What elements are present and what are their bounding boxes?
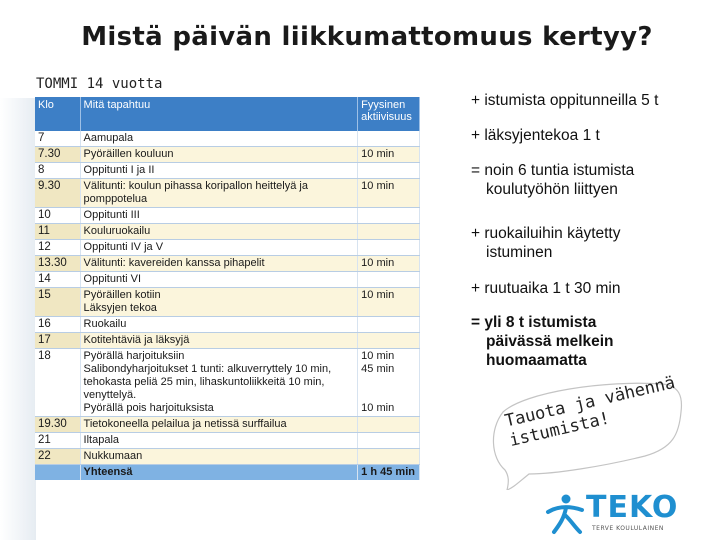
- time-cell: 18: [35, 349, 80, 417]
- table-row: [35, 179, 420, 208]
- activity-cell: Välitunti: kavereiden kanssa pihapelit: [80, 256, 358, 272]
- time-cell: 8: [35, 163, 80, 179]
- total-value: 1 h 45 min: [358, 465, 420, 481]
- logo-tagline: TERVE KOULULAINEN: [592, 525, 664, 532]
- left-decoration: [0, 98, 36, 540]
- activity-cell: Ruokailu: [80, 317, 358, 333]
- time-cell: 17: [35, 333, 80, 349]
- activity-cell: Oppitunti VI: [80, 272, 358, 288]
- duration-cell: [358, 224, 420, 240]
- bullet-item: [471, 313, 716, 370]
- runner-icon: [544, 492, 588, 536]
- duration-cell: [358, 449, 420, 465]
- duration-cell: [358, 317, 420, 333]
- activity-cell: Välitunti: koulun pihassa koripallon heittelyä ja pomppotelua: [80, 179, 358, 208]
- duration-cell: 10 min: [358, 179, 420, 208]
- bullet-continuation: koulutyöhön liittyen: [486, 181, 618, 198]
- speech-bubble: [485, 372, 690, 488]
- activity-cell: Oppitunti III: [80, 208, 358, 224]
- time-cell: 16: [35, 317, 80, 333]
- table-row: [35, 163, 420, 179]
- activity-cell: Tietokoneella pelailua ja netissä surffailua: [80, 417, 358, 433]
- duration-cell: 10 min 45 min 10 min: [358, 349, 420, 417]
- time-cell: 14: [35, 272, 80, 288]
- table-row: [35, 208, 420, 224]
- activity-cell: Kouluruokailu: [80, 224, 358, 240]
- duration-cell: [358, 163, 420, 179]
- table-row: [35, 224, 420, 240]
- activity-cell: Pyöräillen kouluun: [80, 147, 358, 163]
- table-total-row: [35, 465, 420, 481]
- duration-cell: [358, 417, 420, 433]
- table-row: [35, 288, 420, 317]
- logo-wordmark: TEKO: [586, 490, 679, 525]
- total-label: Yhteensä: [80, 465, 358, 481]
- duration-cell: [358, 333, 420, 349]
- table-body: [35, 131, 420, 480]
- bullet-first-line: = noin 6 tuntia istumista: [471, 162, 635, 179]
- bullet-item: [471, 161, 716, 199]
- time-cell: 7: [35, 131, 80, 147]
- subtitle: TOMMI 14 vuotta: [36, 76, 163, 92]
- duration-cell: 10 min: [358, 147, 420, 163]
- bullet-continuation: päivässä melkein huomaamatta: [486, 333, 614, 369]
- table-row: [35, 240, 420, 256]
- table-row: [35, 272, 420, 288]
- time-cell: 12: [35, 240, 80, 256]
- time-cell: 19.30: [35, 417, 80, 433]
- bullet-item: [471, 279, 716, 298]
- header-what: Mitä tapahtuu: [80, 97, 358, 131]
- duration-cell: 10 min: [358, 288, 420, 317]
- activity-cell: Oppitunti I ja II: [80, 163, 358, 179]
- bullet-first-line: + istumista oppitunneilla 5 t: [471, 92, 659, 109]
- duration-cell: 10 min: [358, 256, 420, 272]
- duration-cell: [358, 208, 420, 224]
- bullet-item: [471, 91, 716, 110]
- teko-logo: [544, 490, 694, 538]
- duration-cell: [358, 433, 420, 449]
- bubble-text: Tauota ja vähennä istumista!: [503, 372, 678, 451]
- activity-cell: Kotitehtäviä ja läksyjä: [80, 333, 358, 349]
- bullet-item: [471, 224, 716, 262]
- schedule-table: [35, 97, 420, 480]
- activity-cell: Aamupala: [80, 131, 358, 147]
- header-klo: Klo: [35, 97, 80, 131]
- duration-cell: [358, 272, 420, 288]
- bullet-item: [471, 126, 716, 145]
- time-cell: 21: [35, 433, 80, 449]
- time-cell: 10: [35, 208, 80, 224]
- table-row: [35, 333, 420, 349]
- slide-title: Mistä päivän liikkumattomuus kertyy?: [81, 22, 653, 52]
- table-row: [35, 449, 420, 465]
- activity-cell: Pyöräillen kotiin Läksyjen tekoa: [80, 288, 358, 317]
- table-row: [35, 256, 420, 272]
- time-cell: 9.30: [35, 179, 80, 208]
- activity-cell: Iltapala: [80, 433, 358, 449]
- bullet-first-line: + ruutuaika 1 t 30 min: [471, 280, 621, 297]
- table-row: [35, 317, 420, 333]
- duration-cell: [358, 240, 420, 256]
- bullet-continuation: istuminen: [486, 244, 553, 261]
- duration-cell: [358, 131, 420, 147]
- time-cell: 15: [35, 288, 80, 317]
- header-activity: Fyysinen aktiivisuus: [358, 97, 420, 131]
- bullet-first-line: = yli 8 t istumista: [471, 314, 597, 331]
- activity-cell: Nukkumaan: [80, 449, 358, 465]
- time-cell: 13.30: [35, 256, 80, 272]
- table-header-row: [35, 97, 420, 131]
- total-empty-cell: [35, 465, 80, 481]
- activity-cell: Pyörällä harjoituksiin Salibondyharjoitukset 1 tunti: alkuverryttely 10 min, tehokasta peliä 25 min, lihaskuntoliikkeitä 10 min, venyttelyä. Pyörällä pois harjoituksista: [80, 349, 358, 417]
- table-row: [35, 433, 420, 449]
- time-cell: 7.30: [35, 147, 80, 163]
- table-row: [35, 131, 420, 147]
- bullet-first-line: + läksyjentekoa 1 t: [471, 127, 600, 144]
- bullet-first-line: + ruokailuihin käytetty: [471, 225, 621, 242]
- table-row: [35, 417, 420, 433]
- table-row: [35, 349, 420, 417]
- table-row: [35, 147, 420, 163]
- time-cell: 22: [35, 449, 80, 465]
- time-cell: 11: [35, 224, 80, 240]
- activity-cell: Oppitunti IV ja V: [80, 240, 358, 256]
